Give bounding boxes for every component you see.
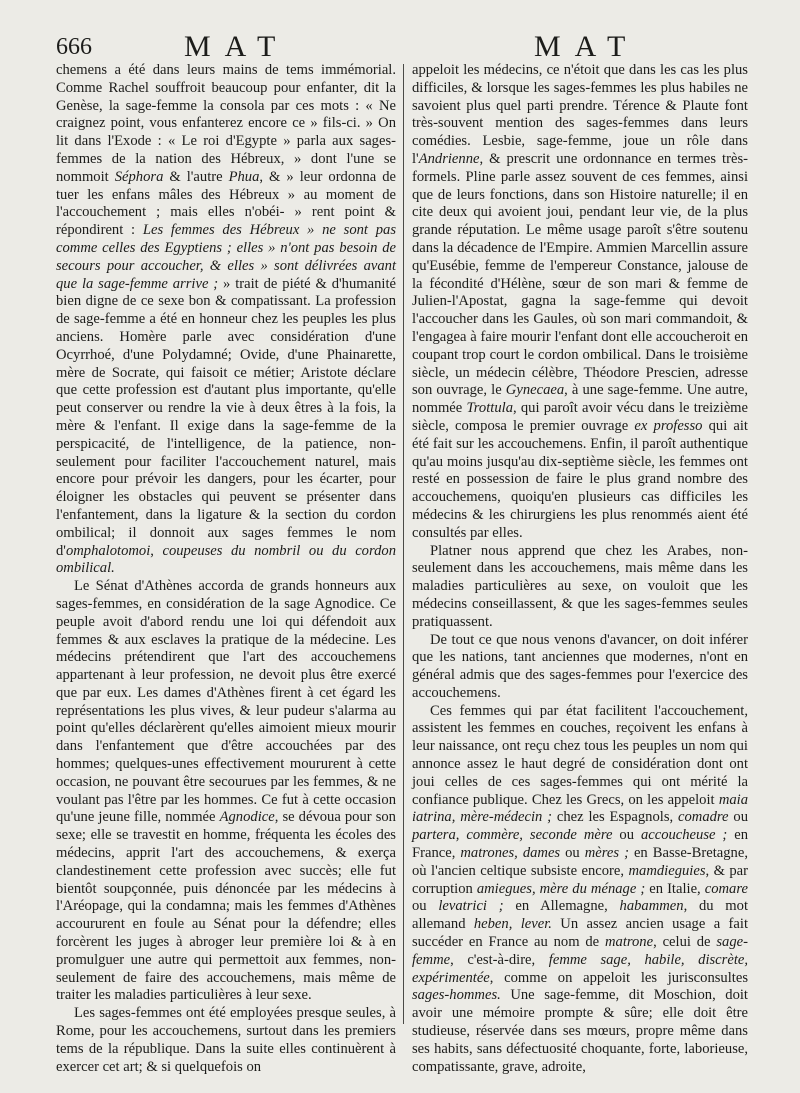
- paragraph-agnodice: Le Sénat d'Athènes accorda de grands honneurs aux sages-femmes, en considération de la sage Agnodice. Ce peuple avoit d'abord rendu une loi qui défendoit aux femmes & aux esclaves la pratique de la médecine. Les médecins prétendirent que l'art des accouchemens appartenant à leur profession, ne devoit plus être exercé que par eux. Les dames d'Athènes firent à cet égard les représentations les plus vives, & leur pudeur s'alarma au point qu'elles déclarèrent qu'elles aimoient mieux mourir dans l'enfantement que d'être accouchées par des hommes; quelques-unes effectivement moururent à cette occasion, ne pouvant être secourues par les femmes, & ne voulant pas l'être par les hommes. Ce fut à cette occasion qu'une jeune fille, nommée Agnodice, se dévoua pour son sexe; elle se travestit en homme, fréquenta les écoles des médecins, apprit l'art des accouchemens, & exerça clandestinement cette profession avec succès; elle fut bientôt soupçonnée, puis dénoncée par les médecins à l'Aréopage, qui la condamna; mais les femmes d'Athènes accoururent en foule au Sénat pour la défendre; elles forcèrent les juges à abroger leur première loi & à en promulguer une autre qui permettoit aux femmes, non-seulement de faire des accouchemens, mais même de traiter les maladies particulières à leur sexe.: [56, 578, 396, 1004]
- name-agnodice: Agnodice: [219, 809, 275, 826]
- italic-run: Les femmes des Hébreux » ne sont pas comme celles des Egyptiens ; elles » n'ont pas besoin de secours pour accoucher, & elles » sont délivrées avant que la sage-femme arrive ;: [56, 222, 396, 292]
- right-column: [412, 62, 748, 1076]
- italic-run: Séphora: [114, 168, 164, 185]
- page-number: 666: [56, 34, 92, 60]
- page-header: [56, 30, 744, 64]
- italic-run: Phua: [228, 168, 260, 185]
- running-head-right: MAT: [534, 30, 640, 63]
- italic-run: coupeuses du nombril ou du cordon ombilical.: [56, 542, 396, 577]
- paragraph-names: Ces femmes qui par état facilitent l'accouchement, assistent les femmes en couches, reçoivent les enfans à leur naissance, ont reçu chez tous les peuples un nom qui annonce assez le haut degré de considération dont ont joui celles de ces sages-femmes qui ont mérité la confiance publique. Chez les Grecs, on les appeloit maia iatrina, mère-médecin ; chez les Espagnols, comadre ou partera, commère, seconde mère ou accoucheuse ; en France, matrones, dames ou mères ; en Basse-Bretagne, où l'ancien celtique subsiste encore, mamdieguies, & par corruption amiegues, mère du ménage ; en Italie, comare ou levatrici ; en Allemagne, habammen, du mot allemand heben, lever. Un assez ancien usage a fait succéder en France au nom de matrone, celui de sage-femme, c'est-à-dire, femme sage, habile, discrète, expérimentée, comme on appeloit les jurisconsultes sages-hommes. Une sage-femme, dit Moschion, doit avoir une mémoire prompte & sûre; elle doit être studieuse, réservée dans ses mœurs, propre même dans ses habits, sans défectuosité choquante, forte, laborieuse, compatissante, grave, adroite,: [412, 702, 749, 1075]
- paragraph-conclusion: De tout ce que nous venons d'avancer, on doit inférer que les nations, tant anciennes que modernes, n'ont en général admis que des sages-femmes pour l'exercice des accouchemens.: [412, 631, 748, 701]
- paragraph-terence: appeloit les médecins, ce n'étoit que dans les cas les plus difficiles, & lorsque les sages-femmes les plus habiles ne savoient plus quel parti prendre. Térence & Plaute font très-souvent mention des sages-femmes dans leurs comédies. Lesbie, sage-femme, joue un rôle dans l'Andrienne, & prescrit une ordonnance en termes très-formels. Pline parle assez souvent de ces femmes, ainsi que de leurs fonctions, dans son Histoire naturelle; il en cite deux qui avoient joui, pendant leur vie, de la plus grande réputation. Le même usage paroît s'être soutenu dans la décadence de l'Empire. Ammien Marcellin assure qu'Eusébie, femme de l'empereur Constance, jalouse de la fécondité d'Hélène, sœur de son mari & femme de Julien-l'Apostat, gagna la sage-femme qui devoit l'accoucher dans les Gaules, où son mari commandoit, & l'engagea à faire mourir l'enfant dont elle accoucheroit en coupant trop court le cordon ombilical. Dans le troisième siècle, un médecin célèbre, Théodore Prescien, adresse son ouvrage, le Gynecaea, à une sage-femme. Une autre, nommée Trottula, qui paroît avoir vécu dans le treizième siècle, composa le premier ouvrage ex professo qui ait été fait sur les accouchemens. Enfin, il paroît authentique qu'au moins jusqu'au dix-septième siècle, les femmes ont resté en possession de faire le plus grand nombre des accouchemens, quoiqu'en plusieurs cas difficiles les médecins & les chirurgiens les plus renommés aient été consultés par elles.: [412, 62, 748, 541]
- paragraph-rome: Les sages-femmes ont été employées presque seules, à Rome, pour les accouchemens, surtout dans les premiers tems de la république. Dans la suite elles continuèrent à exercer cet art; & si quelquefois on: [56, 1005, 396, 1075]
- running-head-left: MAT: [184, 30, 290, 63]
- paragraph-platner: Platner nous apprend que chez les Arabes, non-seulement dans les accouchemens, mais même dans les maladies particulières au sexe, on vouloit que les médecins conseillassent, & que les sages-femmes seules pratiquassent.: [412, 542, 748, 630]
- italic-run: omphalotomoi: [65, 542, 151, 559]
- paragraph-rachel: chemens a été dans leurs mains de tems immémorial. Comme Rachel souffroit beaucoup pour enfanter, dit la Genèse, la sage-femme la consola par ces mots : « Ne craignez point, vous enfanterez encore ce » fils-ci. » On lit dans l'Exode : « Le roi d'Egypte » parla aux sages-femmes de la nation des Hébreux, » dont l'une se nommoit Séphora & l'autre Phua, & » leur ordonna de tuer les enfans mâles des Hébreux » au moment de l'accouchement ; mais elles n'obéi- » rent point & répondirent : Les femmes des Hébreux » ne sont pas comme celles des Egyptiens ; elles » n'ont pas besoin de secours pour accoucher, & elles » sont délivrées avant que la sage-femme arrive ; » trait de piété & d'humanité bien digne de ce sexe bon & compatissant. La profession de sage-femme a été en honneur chez les peuples les plus anciens. Homère parle avec considération d'une Ocyrrhoé, d'une Polydamné; Ovide, d'une Phainarette, mère de Socrate, qui faisoit ce métier; Aristote déclare que cette profession est d'autant plus importante, qu'elle peut conserver ou rendre la vie à deux êtres à la fois, la mère & l'enfant. Il exige dans la sage-femme de la perspicacité, de l'intelligence, de la patience, non-seulement pour faciliter l'accouchement naturel, mais encore pour prévoir les dangers, pour les écarter, pour éloigner les obstacles qui peuvent se présenter dans l'enfantement, dans la ligature & la section du cordon ombilical; il donnoit aux sages femmes le nom d'omphalotomoi, coupeuses du nombril ou du cordon ombilical.: [56, 62, 397, 577]
- left-column: [56, 62, 396, 1076]
- column-divider: [403, 64, 404, 1024]
